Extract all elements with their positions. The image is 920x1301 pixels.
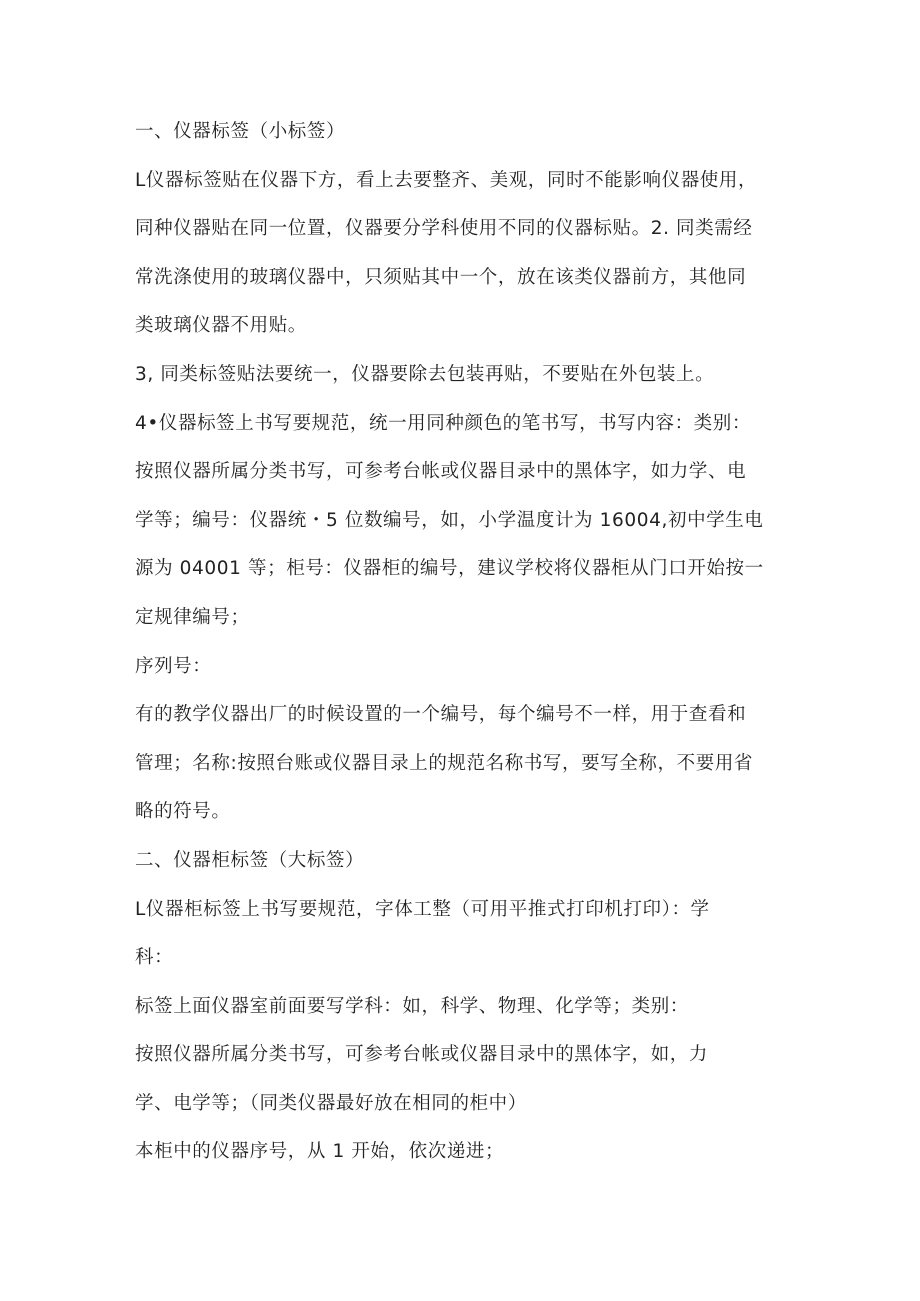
paragraph-line: 学、电学等；（同类仪器最好放在相同的柜中）	[135, 1092, 527, 1114]
section-heading-1: 一、仪器标签（小标签）	[135, 121, 346, 142]
paragraph-line: 常洗涤使用的玻璃仪器中，只须贴其中一个，放在该类仪器前方，其他同	[135, 266, 747, 288]
paragraph-line: 序列号：	[135, 655, 212, 677]
paragraph-line: L仪器标签贴在仪器下方，看上去要整齐、美观，同时不能影响仪器使用，	[135, 169, 758, 191]
document-body	[135, 117, 795, 1186]
paragraph-line: 有的教学仪器出厂的时候设置的一个编号，每个编号不一样，用于查看和	[135, 704, 747, 726]
paragraph-line: 同种仪器贴在同一位置，仪器要分学科使用不同的仪器标贴。2. 同类需经	[135, 218, 753, 240]
paragraph-line: 本柜中的仪器序号，从 1 开始，依次递进；	[135, 1141, 505, 1163]
paragraph-line: 学等；编号：仪器统・5 位数编号，如，小学温度计为 16004,初中学生电	[135, 509, 764, 531]
paragraph-line: 标签上面仪器室前面要写学科：如，科学、物理、化学等；类别：	[135, 995, 689, 1017]
paragraph-line: 源为 04001 等；柜号：仪器柜的编号，建议学校将仪器柜从门口开始按一	[135, 558, 764, 580]
paragraph-line: 4•仪器标签上书写要规范，统一用同种颜色的笔书写，书写内容：类别：	[135, 412, 751, 434]
paragraph-line: 定规律编号；	[135, 606, 250, 628]
section-heading-2: 二、仪器柜标签（大标签）	[135, 849, 365, 871]
paragraph-line: 管理；名称:按照台账或仪器目录上的规范名称书写，要写全称，不要用省	[135, 752, 754, 774]
paragraph-line: 略的符号。	[135, 801, 231, 823]
paragraph-line: 按照仪器所属分类书写，可参考台帐或仪器目录中的黑体字，如，力	[135, 1044, 709, 1066]
paragraph-line: L仪器柜标签上书写要规范，字体工整（可用平推式打印机打印）：学	[135, 898, 710, 920]
paragraph-line: 按照仪器所属分类书写，可参考台帐或仪器目录中的黑体字，如力学、电	[135, 461, 747, 483]
paragraph-line: 科：	[135, 947, 174, 969]
paragraph-line: 3, 同类标签贴法要统一，仪器要除去包装再贴，不要贴在外包装上。	[135, 363, 715, 385]
paragraph-line: 类玻璃仪器不用贴。	[135, 315, 307, 337]
